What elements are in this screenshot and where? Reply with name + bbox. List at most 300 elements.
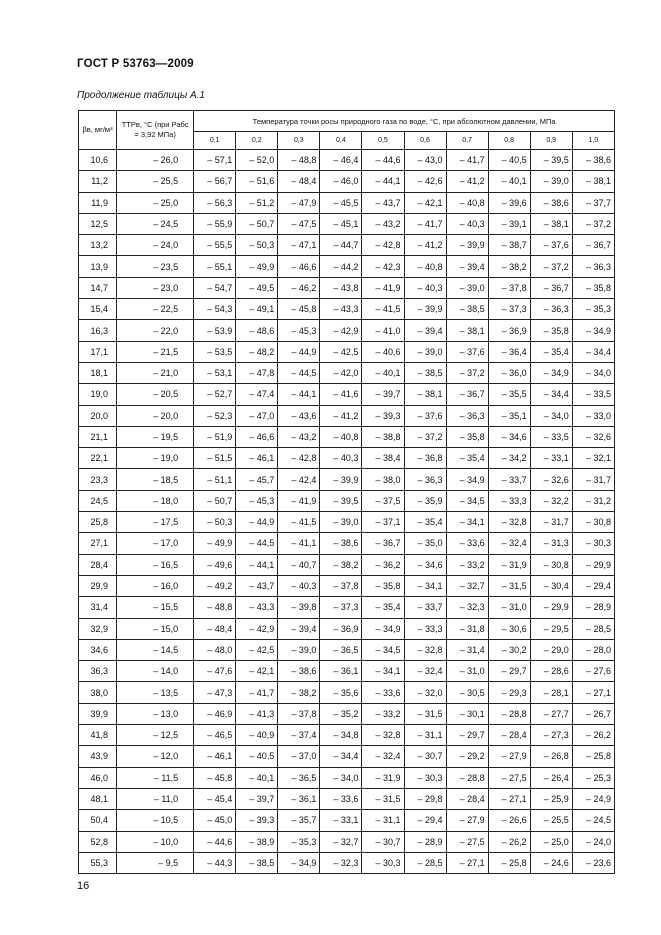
beta-cell: 16,3: [79, 320, 117, 341]
dew-point-cell: – 37,1: [362, 512, 404, 533]
dew-point-cell: – 53,9: [194, 320, 236, 341]
dew-point-cell: – 45,4: [194, 788, 236, 809]
table-row: [79, 746, 615, 767]
ttr-cell: – 12,0: [117, 746, 194, 767]
dew-point-cell: – 43,3: [320, 299, 362, 320]
dew-point-cell: – 46,1: [194, 746, 236, 767]
dew-point-cell: – 36,1: [278, 788, 320, 809]
dew-point-cell: – 28,9: [404, 831, 446, 852]
dew-point-cell: – 39,7: [236, 788, 278, 809]
dew-point-cell: – 35,3: [572, 299, 614, 320]
dew-point-cell: – 31,3: [530, 533, 572, 554]
pressure-header: 0,5: [362, 132, 404, 150]
dew-point-cell: – 42,9: [320, 320, 362, 341]
dew-point-cell: – 41,2: [320, 405, 362, 426]
ttr-cell: – 10,0: [117, 831, 194, 852]
table-row: [79, 512, 615, 533]
dew-point-cell: – 31,1: [404, 725, 446, 746]
dew-point-cell: – 33,7: [404, 597, 446, 618]
dew-point-cell: – 41,3: [236, 703, 278, 724]
dew-point-cell: – 34,5: [362, 639, 404, 660]
dew-point-cell: – 31,5: [362, 788, 404, 809]
dew-point-cell: – 30,4: [530, 575, 572, 596]
dew-point-cell: – 53,5: [194, 341, 236, 362]
ttr-cell: – 19,0: [117, 448, 194, 469]
dew-point-cell: – 26,2: [572, 725, 614, 746]
dew-point-cell: – 37,2: [530, 256, 572, 277]
dew-point-cell: – 42,1: [404, 192, 446, 213]
dew-point-cell: – 40,3: [404, 277, 446, 298]
dew-point-cell: – 44,1: [278, 384, 320, 405]
dew-point-cell: – 36,9: [488, 320, 530, 341]
pressure-header: 0,6: [404, 132, 446, 150]
dew-point-cell: – 52,7: [194, 384, 236, 405]
dew-point-cell: – 39,7: [362, 384, 404, 405]
dew-point-cell: – 32,4: [362, 746, 404, 767]
dew-point-cell: – 44,9: [278, 341, 320, 362]
ttr-cell: – 20,0: [117, 405, 194, 426]
dew-point-cell: – 28,5: [404, 852, 446, 873]
dew-point-cell: – 39,9: [320, 469, 362, 490]
dew-point-cell: – 35,8: [446, 426, 488, 447]
table-row: [79, 213, 615, 234]
ttr-cell: – 26,0: [117, 150, 194, 171]
beta-cell: 24,5: [79, 490, 117, 511]
ttr-cell: – 11,5: [117, 767, 194, 788]
ttr-cell: – 16,0: [117, 575, 194, 596]
dew-point-cell: – 39,0: [446, 277, 488, 298]
dew-point-cell: – 45,5: [320, 192, 362, 213]
beta-cell: 13,9: [79, 256, 117, 277]
beta-cell: 38,0: [79, 682, 117, 703]
dew-point-cell: – 33,5: [530, 426, 572, 447]
ttr-cell: – 25,0: [117, 192, 194, 213]
dew-point-cell: – 41,7: [446, 150, 488, 171]
dew-point-cell: – 39,0: [320, 512, 362, 533]
ttr-cell: – 21,5: [117, 341, 194, 362]
dew-point-cell: – 41,9: [278, 490, 320, 511]
dew-point-cell: – 33,5: [572, 384, 614, 405]
dew-point-cell: – 34,8: [320, 725, 362, 746]
dew-point-cell: – 39,0: [404, 341, 446, 362]
dew-point-cell: – 24,6: [530, 852, 572, 873]
beta-cell: 36,3: [79, 661, 117, 682]
beta-cell: 31,4: [79, 597, 117, 618]
dew-point-cell: – 46,6: [278, 256, 320, 277]
dew-point-cell: – 42,3: [362, 256, 404, 277]
pressure-header: 0,1: [194, 132, 236, 150]
dew-point-cell: – 36,7: [362, 533, 404, 554]
dew-point-cell: – 44,5: [278, 362, 320, 383]
header-dew-point-span: Температура точки росы природного газа по воде, °С, при абсолютном давлении, МПа: [194, 111, 615, 132]
dew-point-cell: – 38,2: [488, 256, 530, 277]
dew-point-cell: – 31,0: [488, 597, 530, 618]
table-row: [79, 277, 615, 298]
dew-point-cell: – 34,6: [404, 554, 446, 575]
dew-point-cell: – 27,1: [446, 852, 488, 873]
dew-point-cell: – 30,3: [404, 767, 446, 788]
dew-point-cell: – 33,0: [572, 405, 614, 426]
dew-point-cell: – 51,1: [194, 469, 236, 490]
dew-point-cell: – 27,5: [446, 831, 488, 852]
ttr-cell: – 20,5: [117, 384, 194, 405]
dew-point-cell: – 28,5: [572, 618, 614, 639]
dew-point-cell: – 38,2: [320, 554, 362, 575]
table-row: [79, 682, 615, 703]
dew-point-cell: – 35,4: [362, 597, 404, 618]
dew-point-cell: – 40,5: [236, 746, 278, 767]
pressure-header: 0,2: [236, 132, 278, 150]
dew-point-cell: – 35,4: [404, 512, 446, 533]
dew-point-cell: – 34,9: [572, 320, 614, 341]
dew-point-cell: – 44,3: [194, 852, 236, 873]
dew-point-cell: – 27,1: [572, 682, 614, 703]
dew-point-cell: – 46,1: [236, 448, 278, 469]
table-row: [79, 533, 615, 554]
pressure-header: 0,7: [446, 132, 488, 150]
dew-point-cell: – 35,3: [278, 831, 320, 852]
beta-cell: 13,2: [79, 235, 117, 256]
ttr-cell: – 15,5: [117, 597, 194, 618]
dew-point-cell: – 38,6: [278, 661, 320, 682]
dew-point-cell: – 32,4: [404, 661, 446, 682]
header-ttr: ТТРв, °С (при Рабс = 3,92 МПа): [117, 111, 194, 150]
beta-cell: 29,9: [79, 575, 117, 596]
dew-point-cell: – 31,4: [446, 639, 488, 660]
dew-point-cell: – 38,6: [320, 533, 362, 554]
dew-point-cell: – 48,8: [194, 597, 236, 618]
ttr-cell: – 23,0: [117, 277, 194, 298]
dew-point-cell: – 34,1: [404, 575, 446, 596]
dew-point-cell: – 46,2: [278, 277, 320, 298]
beta-cell: 18,1: [79, 362, 117, 383]
dew-point-cell: – 29,4: [572, 575, 614, 596]
dew-point-cell: – 47,4: [236, 384, 278, 405]
dew-point-cell: – 35,2: [320, 703, 362, 724]
dew-point-cell: – 33,3: [488, 490, 530, 511]
table-row: [79, 831, 615, 852]
dew-point-cell: – 49,9: [236, 256, 278, 277]
dew-point-cell: – 48,2: [236, 341, 278, 362]
table-row: [79, 703, 615, 724]
beta-cell: 41,8: [79, 725, 117, 746]
dew-point-cell: – 55,9: [194, 213, 236, 234]
dew-point-cell: – 36,7: [446, 384, 488, 405]
dew-point-cell: – 35,4: [530, 341, 572, 362]
dew-point-cell: – 56,7: [194, 171, 236, 192]
dew-point-cell: – 49,2: [194, 575, 236, 596]
dew-point-cell: – 40,3: [446, 213, 488, 234]
dew-point-cell: – 33,6: [362, 682, 404, 703]
dew-point-cell: – 51,9: [194, 426, 236, 447]
table-row: [79, 490, 615, 511]
dew-point-cell: – 53,1: [194, 362, 236, 383]
table-row: [79, 469, 615, 490]
table-row: [79, 320, 615, 341]
pressure-header: 0,9: [530, 132, 572, 150]
dew-point-cell: – 43,2: [362, 213, 404, 234]
dew-point-cell: – 46,5: [194, 725, 236, 746]
dew-point-cell: – 46,6: [236, 426, 278, 447]
table-row: [79, 575, 615, 596]
beta-cell: 46,0: [79, 767, 117, 788]
dew-point-cell: – 34,4: [320, 746, 362, 767]
dew-point-cell: – 32,7: [446, 575, 488, 596]
dew-point-cell: – 33,2: [362, 703, 404, 724]
beta-cell: 27,1: [79, 533, 117, 554]
dew-point-cell: – 41,7: [236, 682, 278, 703]
dew-point-cell: – 30,5: [446, 682, 488, 703]
dew-point-cell: – 38,7: [488, 235, 530, 256]
beta-cell: 15,4: [79, 299, 117, 320]
dew-point-cell: – 42,5: [236, 639, 278, 660]
dew-point-cell: – 40,1: [488, 171, 530, 192]
dew-point-cell: – 47,0: [236, 405, 278, 426]
table-row: [79, 384, 615, 405]
dew-point-cell: – 31,7: [572, 469, 614, 490]
table-row: [79, 150, 615, 171]
dew-point-cell: – 36,5: [320, 639, 362, 660]
table-row: [79, 448, 615, 469]
dew-point-cell: – 47,3: [194, 682, 236, 703]
dew-point-cell: – 42,9: [236, 618, 278, 639]
dew-point-cell: – 42,4: [278, 469, 320, 490]
table-row: [79, 171, 615, 192]
table-row: [79, 426, 615, 447]
dew-point-cell: – 34,6: [488, 426, 530, 447]
dew-point-cell: – 56,3: [194, 192, 236, 213]
dew-point-cell: – 34,0: [572, 362, 614, 383]
dew-point-cell: – 35,0: [404, 533, 446, 554]
dew-point-cell: – 40,1: [362, 362, 404, 383]
dew-point-cell: – 51,6: [236, 171, 278, 192]
dew-point-cell: – 31,0: [446, 661, 488, 682]
dew-point-cell: – 40,8: [404, 256, 446, 277]
dew-point-cell: – 38,5: [446, 299, 488, 320]
dew-point-cell: – 49,1: [236, 299, 278, 320]
ttr-cell: – 17,0: [117, 533, 194, 554]
dew-point-cell: – 52,0: [236, 150, 278, 171]
dew-point-cell: – 42,1: [236, 661, 278, 682]
dew-point-cell: – 37,8: [320, 575, 362, 596]
table-row: [79, 767, 615, 788]
beta-cell: 12,5: [79, 213, 117, 234]
dew-point-cell: – 24,9: [572, 788, 614, 809]
dew-point-cell: – 34,9: [278, 852, 320, 873]
dew-point-cell: – 34,0: [320, 767, 362, 788]
dew-point-cell: – 33,6: [446, 533, 488, 554]
dew-point-cell: – 49,5: [236, 277, 278, 298]
dew-point-cell: – 48,4: [194, 618, 236, 639]
dew-point-cell: – 43,2: [278, 426, 320, 447]
table-caption: Продолжение таблицы А.1: [77, 90, 205, 101]
dew-point-cell: – 38,6: [530, 192, 572, 213]
beta-cell: 48,1: [79, 788, 117, 809]
dew-point-cell: – 26,4: [530, 767, 572, 788]
table-body: [79, 150, 615, 874]
dew-point-cell: – 54,3: [194, 299, 236, 320]
dew-point-cell: – 25,8: [488, 852, 530, 873]
dew-point-cell: – 39,6: [488, 192, 530, 213]
dew-point-cell: – 44,1: [362, 171, 404, 192]
dew-point-cell: – 36,0: [488, 362, 530, 383]
table-row: [79, 639, 615, 660]
dew-point-cell: – 45,3: [278, 320, 320, 341]
beta-cell: 19,0: [79, 384, 117, 405]
dew-point-cell: – 35,5: [488, 384, 530, 405]
dew-point-cell: – 46,0: [320, 171, 362, 192]
dew-point-cell: – 31,9: [362, 767, 404, 788]
dew-point-cell: – 31,2: [572, 490, 614, 511]
dew-point-cell: – 30,2: [488, 639, 530, 660]
dew-point-table: [78, 110, 615, 874]
beta-cell: 39,9: [79, 703, 117, 724]
dew-point-cell: – 28,1: [530, 682, 572, 703]
dew-point-cell: – 49,9: [194, 533, 236, 554]
dew-point-cell: – 36,3: [446, 405, 488, 426]
dew-point-cell: – 31,8: [446, 618, 488, 639]
dew-point-cell: – 39,5: [320, 490, 362, 511]
beta-cell: 23,3: [79, 469, 117, 490]
dew-point-cell: – 41,7: [404, 213, 446, 234]
dew-point-cell: – 35,8: [530, 320, 572, 341]
dew-point-cell: – 33,6: [320, 788, 362, 809]
dew-point-cell: – 38,1: [404, 384, 446, 405]
pressure-header: 0,4: [320, 132, 362, 150]
dew-point-cell: – 27,9: [446, 810, 488, 831]
dew-point-cell: – 45,8: [278, 299, 320, 320]
dew-point-cell: – 27,3: [530, 725, 572, 746]
table-row: [79, 661, 615, 682]
dew-point-cell: – 39,0: [278, 639, 320, 660]
dew-point-cell: – 48,4: [278, 171, 320, 192]
dew-point-cell: – 43,8: [320, 277, 362, 298]
dew-point-cell: – 40,3: [320, 448, 362, 469]
dew-point-cell: – 40,8: [446, 192, 488, 213]
dew-point-cell: – 46,4: [320, 150, 362, 171]
dew-point-cell: – 43,7: [236, 575, 278, 596]
dew-point-cell: – 27,5: [488, 767, 530, 788]
beta-cell: 28,4: [79, 554, 117, 575]
dew-point-cell: – 29,9: [530, 597, 572, 618]
dew-point-cell: – 27,9: [488, 746, 530, 767]
dew-point-cell: – 36,3: [404, 469, 446, 490]
table-row: [79, 554, 615, 575]
dew-point-cell: – 38,5: [236, 852, 278, 873]
dew-point-cell: – 41,2: [446, 171, 488, 192]
dew-point-cell: – 41,5: [362, 299, 404, 320]
table-row: [79, 341, 615, 362]
table-row: [79, 618, 615, 639]
dew-point-cell: – 37,3: [488, 299, 530, 320]
dew-point-cell: – 34,2: [488, 448, 530, 469]
dew-point-cell: – 50,3: [194, 512, 236, 533]
ttr-cell: – 11,0: [117, 788, 194, 809]
dew-point-cell: – 37,4: [278, 725, 320, 746]
beta-cell: 32,9: [79, 618, 117, 639]
dew-point-cell: – 29,3: [488, 682, 530, 703]
dew-point-cell: – 34,0: [530, 405, 572, 426]
dew-point-cell: – 35,1: [488, 405, 530, 426]
dew-point-cell: – 38,9: [236, 831, 278, 852]
dew-point-cell: – 51,5: [194, 448, 236, 469]
dew-point-cell: – 39,1: [488, 213, 530, 234]
dew-point-cell: – 40,3: [278, 575, 320, 596]
dew-point-cell: – 31,7: [530, 512, 572, 533]
ttr-cell: – 13,5: [117, 682, 194, 703]
dew-point-cell: – 33,2: [446, 554, 488, 575]
dew-point-cell: – 35,4: [446, 448, 488, 469]
header-beta: βв, мг/м³: [79, 111, 117, 150]
dew-point-cell: – 38,8: [362, 426, 404, 447]
dew-point-cell: – 37,5: [362, 490, 404, 511]
dew-point-cell: – 38,4: [362, 448, 404, 469]
dew-point-cell: – 55,5: [194, 235, 236, 256]
dew-point-cell: – 30,7: [404, 746, 446, 767]
page-number: 16: [77, 880, 90, 892]
dew-point-cell: – 36,8: [404, 448, 446, 469]
ttr-cell: – 18,5: [117, 469, 194, 490]
dew-point-cell: – 29,8: [404, 788, 446, 809]
dew-point-cell: – 40,6: [362, 341, 404, 362]
dew-point-cell: – 40,7: [278, 554, 320, 575]
dew-point-cell: – 48,8: [278, 150, 320, 171]
beta-cell: 21,1: [79, 426, 117, 447]
dew-point-cell: – 39,3: [362, 405, 404, 426]
table-row: [79, 725, 615, 746]
ttr-cell: – 23,5: [117, 256, 194, 277]
dew-point-cell: – 28,8: [446, 767, 488, 788]
ttr-cell: – 19,5: [117, 426, 194, 447]
dew-point-cell: – 27,7: [530, 703, 572, 724]
pressure-header: 0,8: [488, 132, 530, 150]
dew-point-cell: – 38,2: [278, 682, 320, 703]
dew-point-cell: – 26,7: [572, 703, 614, 724]
dew-point-cell: – 40,1: [236, 767, 278, 788]
beta-cell: 25,8: [79, 512, 117, 533]
dew-point-cell: – 28,6: [530, 661, 572, 682]
dew-point-cell: – 32,6: [530, 469, 572, 490]
dew-point-cell: – 36,3: [530, 299, 572, 320]
beta-cell: 43,9: [79, 746, 117, 767]
dew-point-cell: – 34,5: [446, 490, 488, 511]
dew-point-cell: – 41,5: [278, 512, 320, 533]
dew-point-cell: – 35,6: [320, 682, 362, 703]
dew-point-cell: – 30,8: [530, 554, 572, 575]
dew-point-cell: – 23,6: [572, 852, 614, 873]
dew-point-cell: – 37,8: [488, 277, 530, 298]
dew-point-cell: – 34,1: [362, 661, 404, 682]
ttr-cell: – 12,5: [117, 725, 194, 746]
dew-point-cell: – 39,3: [236, 810, 278, 831]
dew-point-cell: – 42,8: [362, 235, 404, 256]
dew-point-cell: – 41,1: [278, 533, 320, 554]
ttr-cell: – 14,5: [117, 639, 194, 660]
beta-cell: 52,8: [79, 831, 117, 852]
dew-point-cell: – 32,2: [530, 490, 572, 511]
ttr-cell: – 18,0: [117, 490, 194, 511]
dew-point-cell: – 29,5: [530, 618, 572, 639]
beta-cell: 11,9: [79, 192, 117, 213]
table-row: [79, 256, 615, 277]
dew-point-cell: – 42,5: [320, 341, 362, 362]
dew-point-cell: – 45,7: [236, 469, 278, 490]
dew-point-cell: – 29,7: [446, 725, 488, 746]
beta-cell: 20,0: [79, 405, 117, 426]
table-row: [79, 597, 615, 618]
dew-point-cell: – 57,1: [194, 150, 236, 171]
dew-point-cell: – 30,8: [572, 512, 614, 533]
